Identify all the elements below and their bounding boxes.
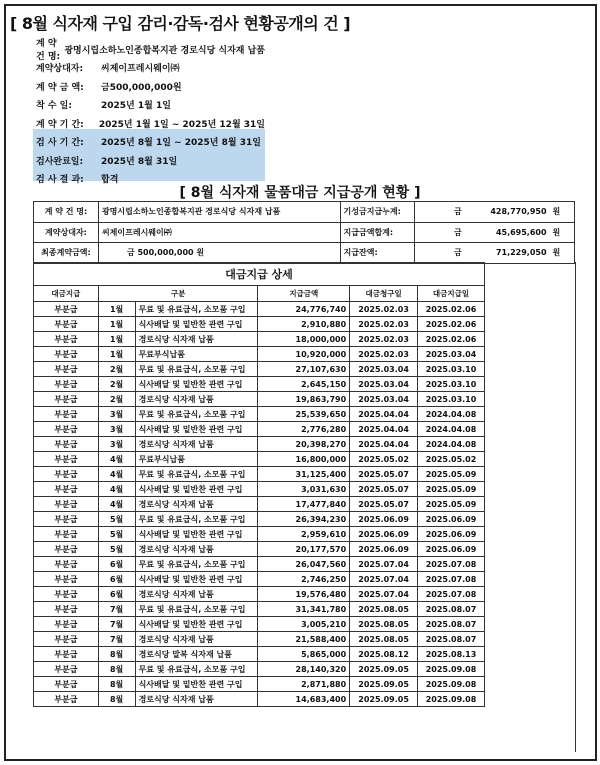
claim-date: 2025.08.05 xyxy=(350,617,418,632)
amount: 16,800,000 xyxy=(258,452,350,467)
payment-date: 2025.08.07 xyxy=(418,617,485,632)
month: 4월 xyxy=(98,467,135,482)
amount: 20,177,570 xyxy=(258,542,350,557)
claim-date: 2025.08.05 xyxy=(350,602,418,617)
amount: 3,031,630 xyxy=(258,482,350,497)
geum: 금 xyxy=(415,202,465,223)
summary-row xyxy=(34,243,575,264)
payment-type: 부분급 xyxy=(34,332,99,347)
table-row xyxy=(34,527,485,542)
table-row xyxy=(34,317,485,332)
claim-date: 2025.06.09 xyxy=(350,512,418,527)
category: 경로식당 식자재 납품 xyxy=(135,692,258,707)
category: 식사배달 및 밑반찬 관련 구입 xyxy=(135,422,258,437)
amount: 28,140,320 xyxy=(258,662,350,677)
claim-date: 2025.05.02 xyxy=(350,452,418,467)
month: 4월 xyxy=(98,497,135,512)
info-value: 2025년 1월 1일 ~ 2025년 12월 31일 xyxy=(98,119,265,130)
amount: 27,107,630 xyxy=(258,362,350,377)
payment-date: 2024.04.08 xyxy=(418,422,485,437)
category: 식사배달 및 밑반찬 관련 구입 xyxy=(135,377,258,392)
page-title: [ 8월 식자재 구입 감리·감독·검사 현황공개의 건 ] xyxy=(10,14,351,33)
table-row xyxy=(34,347,485,362)
table-row xyxy=(34,542,485,557)
column-header: 대금지급 xyxy=(34,286,99,302)
info-row xyxy=(33,59,265,78)
summary-row xyxy=(34,222,575,243)
won: 원 xyxy=(550,243,575,264)
payment-type: 부분급 xyxy=(34,422,99,437)
month: 1월 xyxy=(98,302,135,317)
payment-detail-table xyxy=(33,262,485,707)
category: 경로식당 말복 식자재 납품 xyxy=(135,647,258,662)
month: 3월 xyxy=(98,407,135,422)
month: 6월 xyxy=(98,572,135,587)
payment-type: 부분급 xyxy=(34,452,99,467)
table-row xyxy=(34,407,485,422)
label: 계 약 건 명: xyxy=(34,202,99,223)
amount: 18,000,000 xyxy=(258,332,350,347)
geum: 금 xyxy=(415,243,465,264)
column-header: 대금청구일 xyxy=(350,286,418,302)
payment-type: 부분급 xyxy=(34,317,99,332)
payment-type: 부분급 xyxy=(34,632,99,647)
category: 무료 및 유료급식, 소모품 구입 xyxy=(135,602,258,617)
payment-date: 2025.03.10 xyxy=(418,392,485,407)
divider xyxy=(575,262,576,752)
table-row xyxy=(34,497,485,512)
claim-date: 2025.09.05 xyxy=(350,692,418,707)
month: 1월 xyxy=(98,347,135,362)
info-row xyxy=(33,96,265,115)
payment-title: [ 8월 식자재 물품대금 지급공개 현황 ] xyxy=(179,185,421,201)
claim-date: 2025.03.04 xyxy=(350,362,418,377)
payment-type: 부분급 xyxy=(34,587,99,602)
claim-date: 2025.06.09 xyxy=(350,527,418,542)
amount: 24,776,740 xyxy=(258,302,350,317)
month: 1월 xyxy=(98,332,135,347)
payment-type: 부분급 xyxy=(34,602,99,617)
category: 경로식당 식자재 납품 xyxy=(135,392,258,407)
category: 경로식당 식자재 납품 xyxy=(135,542,258,557)
payment-date: 2025.05.09 xyxy=(418,497,485,512)
payment-date: 2025.02.06 xyxy=(418,302,485,317)
payment-type: 부분급 xyxy=(34,572,99,587)
payment-date: 2025.03.10 xyxy=(418,362,485,377)
payment-date: 2025.07.08 xyxy=(418,557,485,572)
payment-date: 2025.06.09 xyxy=(418,527,485,542)
value: 씨제이프레시웨이㈜ xyxy=(98,222,340,243)
summary-row xyxy=(34,202,575,223)
category: 식사배달 및 밑반찬 관련 구입 xyxy=(135,482,258,497)
claim-date: 2025.08.12 xyxy=(350,647,418,662)
claim-date: 2025.07.04 xyxy=(350,587,418,602)
info-value: 광명시립소하노인종합복지관 경로식당 식자재 납품 xyxy=(64,45,265,56)
value: 광명시립소하노인종합복지관 경로식당 식자재 납품 xyxy=(98,202,340,223)
payment-type: 부분급 xyxy=(34,512,99,527)
inspection-info xyxy=(33,40,265,188)
month: 7월 xyxy=(98,617,135,632)
info-row xyxy=(33,77,265,96)
amount: 2,645,150 xyxy=(258,377,350,392)
category: 무료 및 유료급식, 소모품 구입 xyxy=(135,557,258,572)
table-row xyxy=(34,362,485,377)
payment-type: 부분급 xyxy=(34,557,99,572)
payment-date: 2025.08.13 xyxy=(418,647,485,662)
won: 원 xyxy=(550,222,575,243)
info-label: 검 사 기 간: xyxy=(36,138,84,149)
claim-date: 2025.04.04 xyxy=(350,407,418,422)
month: 8월 xyxy=(98,677,135,692)
claim-date: 2025.02.03 xyxy=(350,347,418,362)
claim-date: 2025.05.07 xyxy=(350,497,418,512)
payment-type: 부분급 xyxy=(34,407,99,422)
category: 무료 및 유료급식, 소모품 구입 xyxy=(135,512,258,527)
section-title: 대금지급 상세 xyxy=(34,263,485,286)
table-row xyxy=(34,677,485,692)
claim-date: 2025.05.07 xyxy=(350,467,418,482)
info-label: 검 사 결 과: xyxy=(36,175,84,186)
amount: 14,683,400 xyxy=(258,692,350,707)
category: 경로식당 식자재 납품 xyxy=(135,332,258,347)
month: 6월 xyxy=(98,557,135,572)
amount: 26,047,560 xyxy=(258,557,350,572)
category: 무료 및 유료급식, 소모품 구입 xyxy=(135,467,258,482)
payment-type: 부분급 xyxy=(34,392,99,407)
table-row xyxy=(34,302,485,317)
info-value: 씨제이프레시웨이㈜ xyxy=(101,64,180,75)
column-header: 지급금액 xyxy=(258,286,350,302)
info-value: 2025년 8월 1일 ~ 2025년 8월 31일 xyxy=(101,138,261,149)
payment-date: 2025.09.08 xyxy=(418,662,485,677)
category: 식사배달 및 밑반찬 관련 구입 xyxy=(135,617,258,632)
table-row xyxy=(34,377,485,392)
claim-date: 2025.05.07 xyxy=(350,482,418,497)
amount: 2,959,610 xyxy=(258,527,350,542)
payment-type: 부분급 xyxy=(34,437,99,452)
month: 2월 xyxy=(98,377,135,392)
label: 계약상대자: xyxy=(34,222,99,243)
column-header: 대금지급일 xyxy=(418,286,485,302)
summary-table xyxy=(33,201,575,264)
table-row xyxy=(34,437,485,452)
category: 경로식당 식자재 납품 xyxy=(135,437,258,452)
info-label: 계약상대자: xyxy=(36,64,84,75)
category: 무료 및 유료급식, 소모품 구입 xyxy=(135,407,258,422)
table-row xyxy=(34,467,485,482)
claim-date: 2025.09.05 xyxy=(350,677,418,692)
column-header: 구분 xyxy=(98,286,258,302)
payment-type: 부분급 xyxy=(34,482,99,497)
month: 5월 xyxy=(98,542,135,557)
month: 5월 xyxy=(98,527,135,542)
table-row xyxy=(34,587,485,602)
value: 71,229,050 xyxy=(465,243,550,264)
amount: 19,863,790 xyxy=(258,392,350,407)
amount: 25,539,650 xyxy=(258,407,350,422)
amount: 21,588,400 xyxy=(258,632,350,647)
amount: 5,865,000 xyxy=(258,647,350,662)
category: 식사배달 및 밑반찬 관련 구입 xyxy=(135,572,258,587)
payment-date: 2025.06.09 xyxy=(418,512,485,527)
payment-date: 2024.04.08 xyxy=(418,437,485,452)
amount: 2,871,880 xyxy=(258,677,350,692)
amount: 2,776,280 xyxy=(258,422,350,437)
month: 8월 xyxy=(98,662,135,677)
category: 경로식당 식자재 납품 xyxy=(135,497,258,512)
info-label: 검사완료일: xyxy=(36,156,84,167)
table-row xyxy=(34,482,485,497)
claim-date: 2025.03.04 xyxy=(350,377,418,392)
info-value: 합격 xyxy=(101,175,119,186)
category: 경로식당 식자재 납품 xyxy=(135,632,258,647)
claim-date: 2025.09.05 xyxy=(350,662,418,677)
payment-type: 부분급 xyxy=(34,377,99,392)
table-row xyxy=(34,422,485,437)
amount: 17,477,840 xyxy=(258,497,350,512)
table-row xyxy=(34,512,485,527)
month: 3월 xyxy=(98,437,135,452)
category: 무료 및 유료급식, 소모품 구입 xyxy=(135,362,258,377)
month: 2월 xyxy=(98,392,135,407)
payment-type: 부분급 xyxy=(34,647,99,662)
payment-type: 부분급 xyxy=(34,347,99,362)
payment-date: 2025.02.06 xyxy=(418,317,485,332)
month: 3월 xyxy=(98,422,135,437)
table-row xyxy=(34,647,485,662)
payment-date: 2025.06.09 xyxy=(418,542,485,557)
payment-type: 부분급 xyxy=(34,362,99,377)
payment-type: 부분급 xyxy=(34,302,99,317)
claim-date: 2025.08.05 xyxy=(350,632,418,647)
amount: 2,746,250 xyxy=(258,572,350,587)
info-value: 2025년 8월 31일 xyxy=(101,156,178,167)
table-row xyxy=(34,632,485,647)
payment-date: 2025.07.08 xyxy=(418,572,485,587)
claim-date: 2025.07.04 xyxy=(350,557,418,572)
claim-date: 2025.07.04 xyxy=(350,572,418,587)
category: 무료 및 유료급식, 소모품 구입 xyxy=(135,302,258,317)
geum: 금 xyxy=(415,222,465,243)
payment-date: 2025.09.08 xyxy=(418,677,485,692)
amount: 26,394,230 xyxy=(258,512,350,527)
info-row xyxy=(33,151,265,170)
label: 지급금액합계: xyxy=(340,222,415,243)
label: 최종계약금액: xyxy=(34,243,99,264)
payment-date: 2025.03.04 xyxy=(418,347,485,362)
info-row xyxy=(33,114,265,133)
table-row xyxy=(34,557,485,572)
table-row xyxy=(34,692,485,707)
table-row xyxy=(34,662,485,677)
month: 8월 xyxy=(98,647,135,662)
table-row xyxy=(34,602,485,617)
payment-type: 부분급 xyxy=(34,662,99,677)
table-row xyxy=(34,617,485,632)
payment-date: 2025.02.06 xyxy=(418,332,485,347)
payment-date: 2025.09.08 xyxy=(418,692,485,707)
value: 금 500,000,000 원 xyxy=(98,243,340,264)
info-value: 금500,000,000원 xyxy=(101,82,182,93)
payment-date: 2025.08.07 xyxy=(418,602,485,617)
value: 428,770,950 xyxy=(465,202,550,223)
month: 7월 xyxy=(98,602,135,617)
payment-type: 부분급 xyxy=(34,692,99,707)
claim-date: 2025.04.04 xyxy=(350,437,418,452)
month: 1월 xyxy=(98,317,135,332)
table-row xyxy=(34,572,485,587)
table-row xyxy=(34,332,485,347)
payment-date: 2025.08.07 xyxy=(418,632,485,647)
amount: 20,398,270 xyxy=(258,437,350,452)
category: 무료부식납품 xyxy=(135,347,258,362)
payment-type: 부분급 xyxy=(34,527,99,542)
payment-type: 부분급 xyxy=(34,467,99,482)
label: 기성금지급누계: xyxy=(340,202,415,223)
payment-date: 2025.07.08 xyxy=(418,587,485,602)
category: 식사배달 및 밑반찬 관련 구입 xyxy=(135,317,258,332)
amount: 3,005,210 xyxy=(258,617,350,632)
month: 7월 xyxy=(98,632,135,647)
payment-date: 2024.04.08 xyxy=(418,407,485,422)
claim-date: 2025.02.03 xyxy=(350,302,418,317)
payment-type: 부분급 xyxy=(34,677,99,692)
payment-type: 부분급 xyxy=(34,497,99,512)
claim-date: 2025.02.03 xyxy=(350,317,418,332)
value: 45,695,600 xyxy=(465,222,550,243)
claim-date: 2025.02.03 xyxy=(350,332,418,347)
table-row xyxy=(34,392,485,407)
category: 식사배달 및 밑반찬 관련 구입 xyxy=(135,677,258,692)
category: 경로식당 식자재 납품 xyxy=(135,587,258,602)
payment-date: 2025.05.09 xyxy=(418,467,485,482)
month: 6월 xyxy=(98,587,135,602)
won: 원 xyxy=(550,202,575,223)
month: 8월 xyxy=(98,692,135,707)
payment-date: 2025.05.09 xyxy=(418,482,485,497)
table-row xyxy=(34,452,485,467)
claim-date: 2025.03.04 xyxy=(350,392,418,407)
category: 무료 및 유료급식, 소모품 구입 xyxy=(135,662,258,677)
category: 식사배달 및 밑반찬 관련 구입 xyxy=(135,527,258,542)
label: 지급잔액: xyxy=(340,243,415,264)
month: 4월 xyxy=(98,482,135,497)
amount: 31,125,400 xyxy=(258,467,350,482)
payment-type: 부분급 xyxy=(34,542,99,557)
info-label: 계 약 건 명: xyxy=(36,39,61,63)
info-row xyxy=(33,133,265,152)
payment-date: 2025.03.10 xyxy=(418,377,485,392)
claim-date: 2025.06.09 xyxy=(350,542,418,557)
amount: 10,920,000 xyxy=(258,347,350,362)
claim-date: 2025.04.04 xyxy=(350,422,418,437)
payment-date: 2025.05.02 xyxy=(418,452,485,467)
month: 5월 xyxy=(98,512,135,527)
amount: 19,576,480 xyxy=(258,587,350,602)
amount: 2,910,880 xyxy=(258,317,350,332)
payment-type: 부분급 xyxy=(34,617,99,632)
month: 4월 xyxy=(98,452,135,467)
category: 무료부식납품 xyxy=(135,452,258,467)
info-label: 계 약 기 간: xyxy=(36,119,84,130)
info-label: 착 수 일: xyxy=(36,101,72,112)
month: 2월 xyxy=(98,362,135,377)
amount: 31,341,780 xyxy=(258,602,350,617)
info-value: 2025년 1월 1일 xyxy=(101,101,171,112)
info-row xyxy=(33,39,265,63)
info-label: 계 약 금 액: xyxy=(36,82,84,93)
